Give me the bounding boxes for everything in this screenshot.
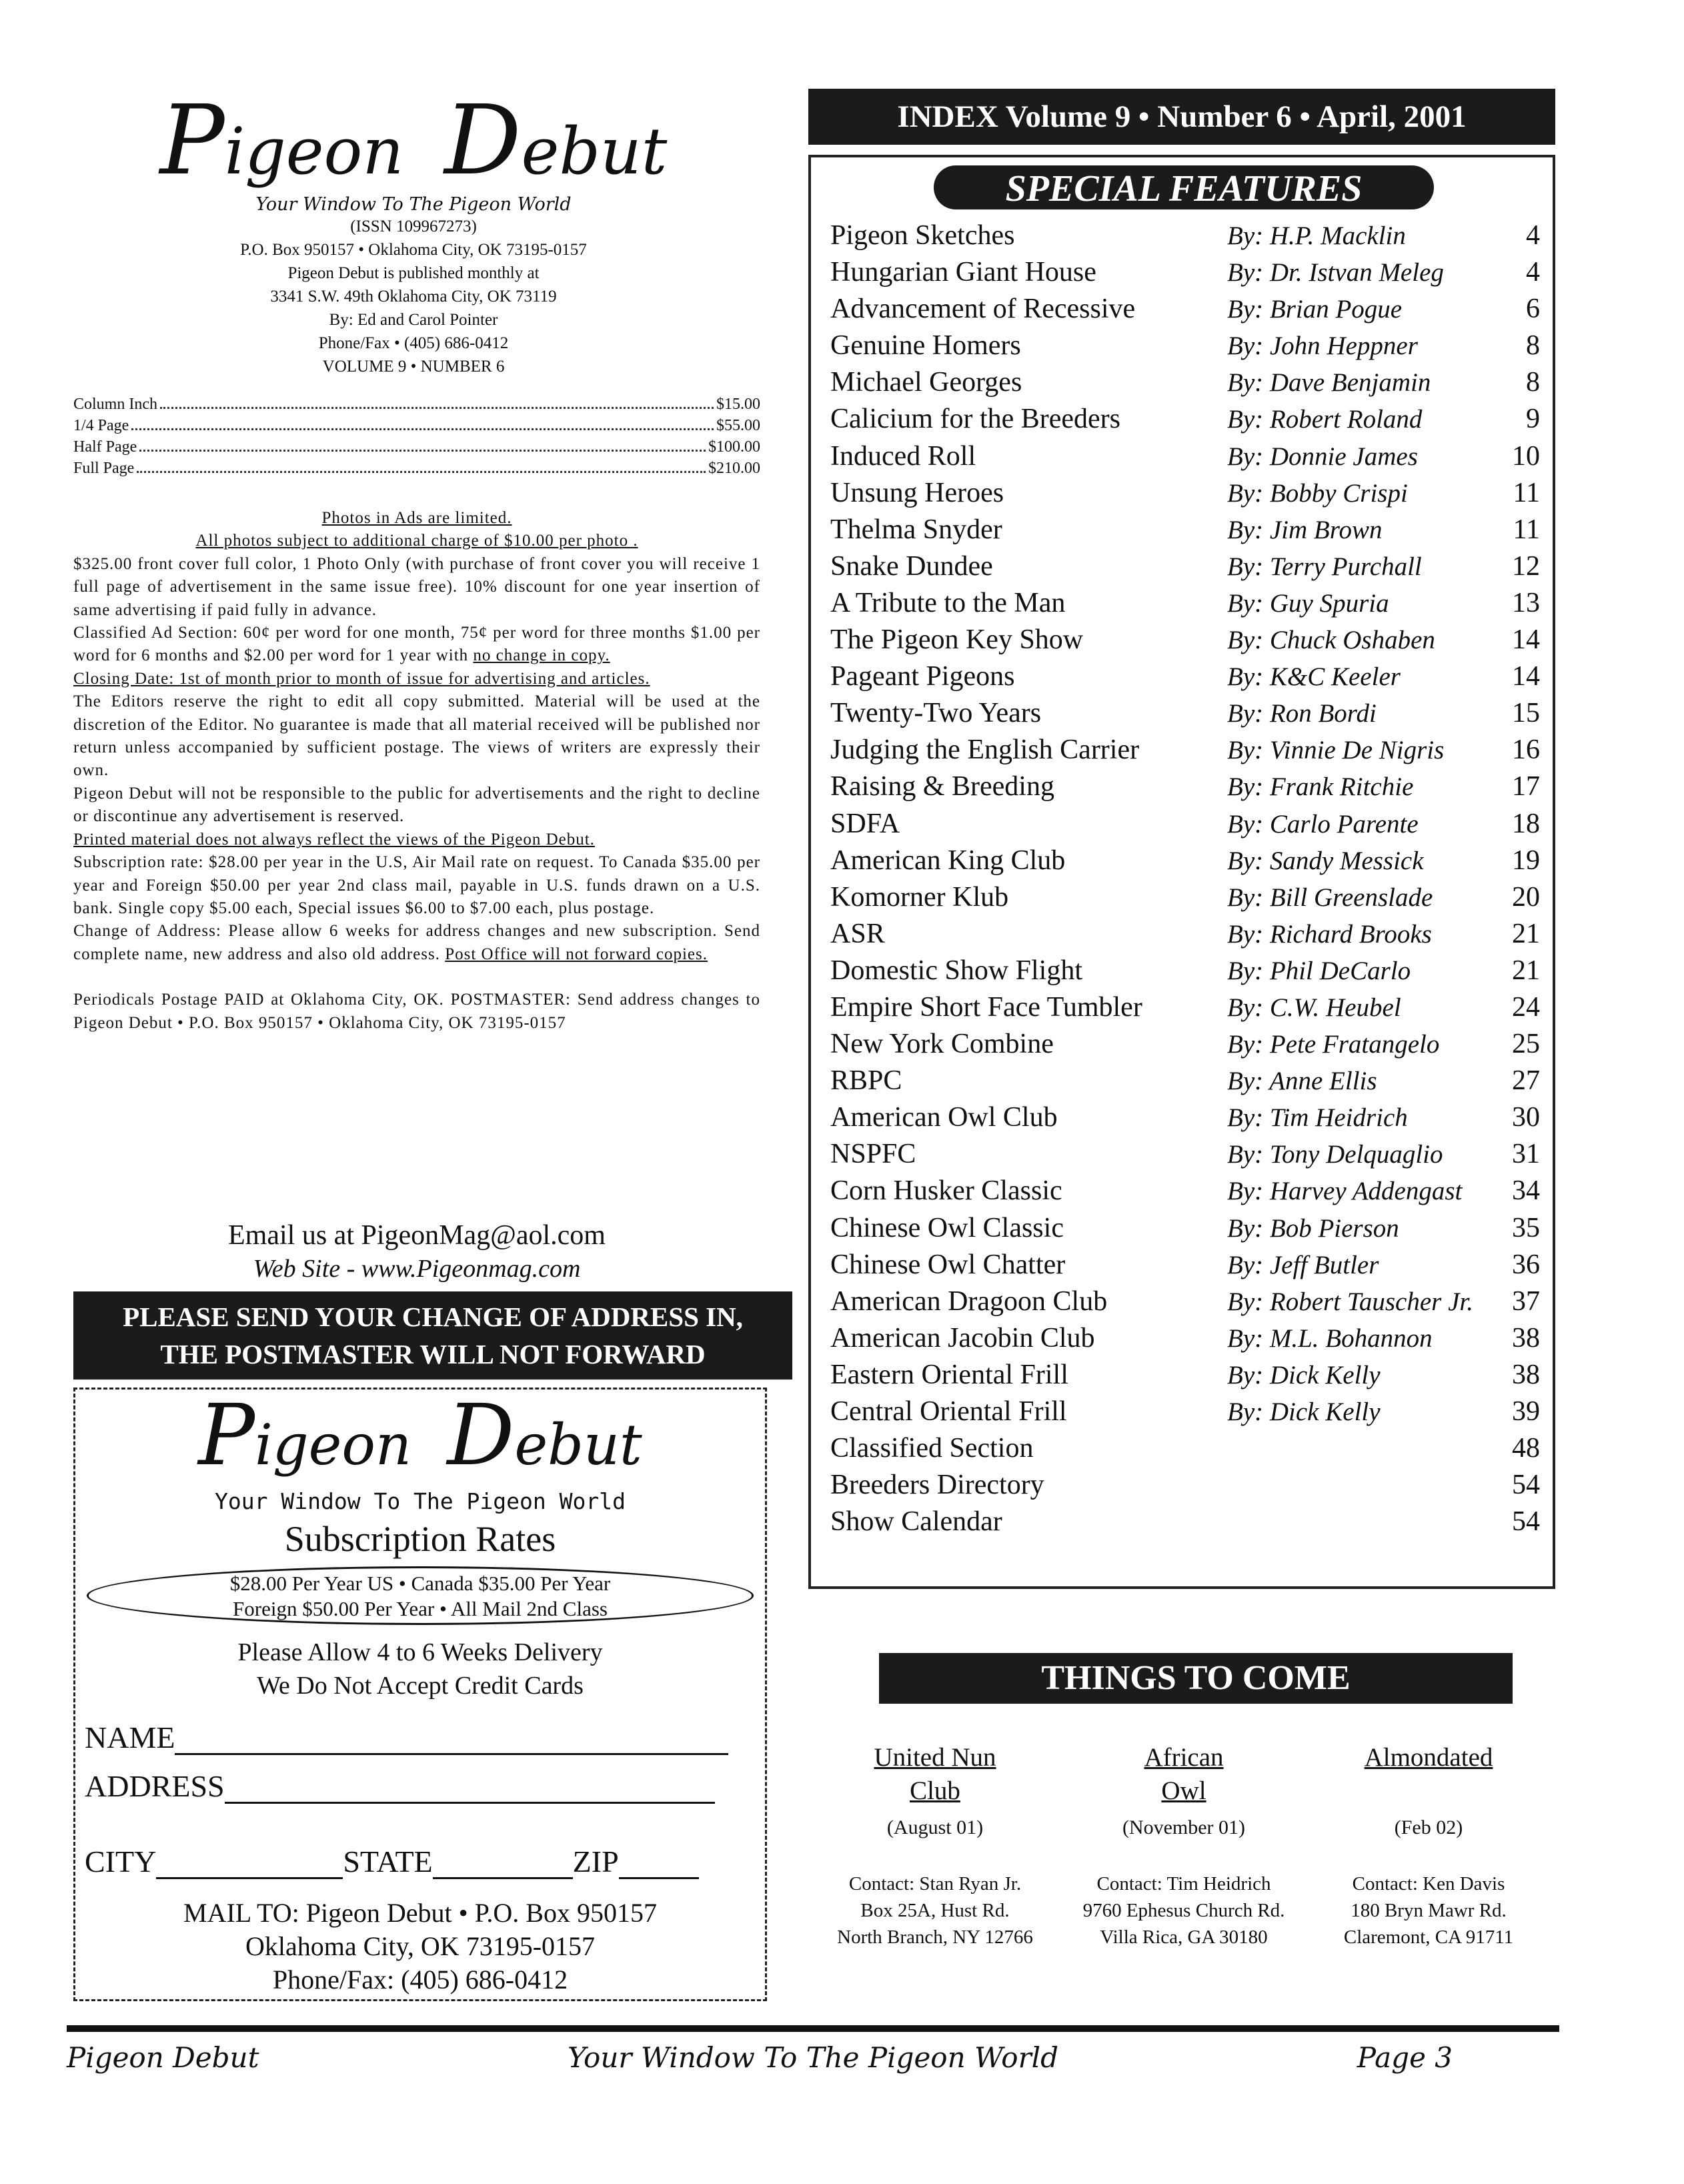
feature-author: By: Tony Delquaglio (1227, 1140, 1443, 1169)
feature-title: Michael Georges (830, 367, 1022, 398)
feature-row (830, 475, 1540, 512)
feature-page: 15 (1512, 698, 1540, 729)
feature-page: 16 (1512, 734, 1540, 766)
feature-title: Raising & Breeding (830, 771, 1054, 802)
feature-title: NSPFC (830, 1139, 916, 1170)
subscription-coupon (73, 1388, 767, 2001)
feature-row (830, 585, 1540, 622)
feature-row (830, 1026, 1540, 1063)
feature-page: 31 (1512, 1139, 1540, 1170)
feature-title: Genuine Homers (830, 330, 1021, 362)
feature-page: 4 (1526, 257, 1540, 288)
feature-row (830, 989, 1540, 1026)
feature-title: American Jacobin Club (830, 1322, 1095, 1353)
feature-page: 21 (1512, 955, 1540, 986)
address-field[interactable]: ADDRESS (85, 1768, 765, 1804)
feature-title: New York Combine (830, 1029, 1054, 1060)
feature-page: 13 (1512, 587, 1540, 618)
ad-rate-row: Full Page $210.00 (73, 460, 760, 477)
feature-title: Central Oriental Frill (830, 1396, 1067, 1427)
feature-page: 30 (1512, 1102, 1540, 1133)
feature-author: By: Harvey Addengast (1227, 1177, 1463, 1206)
feature-author: By: Dr. Istvan Meleg (1227, 258, 1444, 288)
feature-page: 48 (1512, 1433, 1540, 1464)
feature-row (830, 328, 1540, 364)
feature-row (830, 1467, 1540, 1504)
feature-title: Breeders Directory (830, 1470, 1044, 1501)
feature-row (830, 438, 1540, 475)
feature-author: By: K&C Keeler (1227, 662, 1401, 692)
feature-author: By: Dick Kelly (1227, 1398, 1381, 1426)
feature-title: American Dragoon Club (830, 1285, 1108, 1317)
feature-author: By: Terry Purchall (1227, 552, 1422, 581)
feature-author: By: M.L. Bohannon (1227, 1323, 1433, 1353)
feature-page: 20 (1512, 881, 1540, 913)
footer-rule (67, 2025, 1559, 2032)
features-list (830, 217, 1540, 1540)
event-almondated: Almondated (Feb 02) Contact: Ken Davis 180 Bryn Mawr Rd. Claremont, CA 91711 (1343, 1743, 1514, 1948)
ad-rates (73, 394, 760, 479)
responsibility: Pigeon Debut will not be responsible to the public for advertisements and the right to decline or discontinue any advertisement is reserved. (73, 784, 760, 826)
feature-row (830, 548, 1540, 585)
feature-title: Induced Roll (830, 440, 976, 472)
feature-row (830, 953, 1540, 989)
feature-row (830, 1430, 1540, 1467)
volume-number: VOLUME 9 • NUMBER 6 (322, 358, 505, 376)
feature-row (830, 1136, 1540, 1173)
things-to-come-header: THINGS TO COME (879, 1653, 1513, 1704)
feature-title: ASR (830, 918, 885, 949)
feature-author: By: Carlo Parente (1227, 809, 1419, 839)
feature-row (830, 1063, 1540, 1099)
feature-title: Eastern Oriental Frill (830, 1359, 1068, 1390)
feature-title: Chinese Owl Chatter (830, 1249, 1066, 1280)
feature-row (830, 695, 1540, 732)
feature-row (830, 512, 1540, 548)
feature-title: Pigeon Sketches (830, 220, 1015, 251)
ad-rate-row: 1/4 Page $55.00 (73, 417, 760, 434)
published-note: Pigeon Debut is published monthly at (287, 264, 540, 282)
feature-author: By: Guy Spuria (1227, 588, 1389, 618)
feature-author: By: Jim Brown (1227, 515, 1383, 544)
feature-row (830, 1394, 1540, 1430)
feature-author: By: Anne Ellis (1227, 1067, 1377, 1096)
phone: Phone/Fax • (405) 686-0412 (318, 334, 509, 352)
feature-title: Unsung Heroes (830, 477, 1004, 508)
feature-page: 18 (1512, 808, 1540, 839)
feature-title: Show Calendar (830, 1506, 1002, 1538)
feature-row (830, 291, 1540, 328)
feature-page: 38 (1512, 1359, 1540, 1390)
policy-text (73, 507, 760, 1035)
masthead (67, 84, 760, 378)
photo-charge: All photos subject to additional charge of $10.00 per photo . (195, 532, 638, 550)
contact-block (73, 1218, 760, 1285)
feature-author: By: John Heppner (1227, 332, 1418, 361)
ad-rate-row: Half Page $100.00 (73, 438, 760, 456)
feature-author: By: Ron Bordi (1227, 699, 1377, 728)
feature-row (830, 843, 1540, 879)
feature-author: By: Dick Kelly (1227, 1360, 1381, 1390)
feature-row (830, 1173, 1540, 1209)
feature-page: 25 (1512, 1029, 1540, 1060)
feature-title: Thelma Snyder (830, 514, 1002, 545)
feature-page: 14 (1512, 624, 1540, 656)
feature-page: 37 (1512, 1285, 1540, 1317)
issn: (ISSN 109967273) (350, 217, 477, 235)
index-header: INDEX Volume 9 • Number 6 • April, 2001 (808, 89, 1555, 145)
name-field[interactable]: NAME (85, 1720, 765, 1755)
feature-row (830, 217, 1540, 254)
feature-title: Pageant Pigeons (830, 661, 1015, 692)
masthead-tagline: Your Window To The Pigeon World (255, 194, 572, 215)
feature-row (830, 658, 1540, 695)
feature-author: By: Robert Roland (1227, 405, 1423, 434)
feature-title: Calicium for the Breeders (830, 404, 1121, 435)
photos-limited: Photos in Ads are limited. (321, 509, 512, 527)
feature-row (830, 1320, 1540, 1357)
subscription-rates-title: Subscription Rates (284, 1519, 556, 1559)
feature-page: 17 (1512, 771, 1540, 802)
feature-author: By: Tim Heidrich (1227, 1103, 1408, 1133)
editors-reserve: The Editors reserve the right to edit all copy submitted. Material will be used at the discretion of the Editor. No guarantee is made that all material received will be published nor return unless accompanied by sufficient postage. The views of writers are expressly their own. (73, 692, 760, 780)
feature-author: By: H.P. Macklin (1227, 221, 1406, 250)
page-number: Page 3 (1357, 2041, 1453, 2074)
rates-oval: $28.00 Per Year US • Canada $35.00 Per Year Foreign $50.00 Per Year • All Mail 2nd Class (87, 1566, 754, 1625)
feature-row (830, 254, 1540, 291)
front-cover-rate: $325.00 front cover full color, 1 Photo Only (with purchase of front cover you will receive 1 full page of advertisement in the same issue free). 10% discount for one year insertion of same advertising if paid fully in advance. (73, 554, 760, 619)
feature-page: 8 (1526, 330, 1540, 362)
feature-author: By: Robert Tauscher Jr. (1227, 1287, 1474, 1316)
feature-row (830, 916, 1540, 953)
feature-author: By: Bill Greenslade (1227, 883, 1433, 912)
feature-row (830, 1099, 1540, 1136)
feature-page: 27 (1512, 1065, 1540, 1097)
feature-author: By: C.W. Heubel (1227, 993, 1401, 1022)
feature-row (830, 1357, 1540, 1394)
feature-page: 9 (1526, 404, 1540, 435)
feature-author: By: Bobby Crispi (1227, 478, 1408, 508)
feature-page: 6 (1526, 294, 1540, 325)
feature-title: SDFA (830, 808, 900, 839)
feature-page: 36 (1512, 1249, 1540, 1280)
feature-title: Corn Husker Classic (830, 1175, 1062, 1207)
subscription-rate: Subscription rate: $28.00 per year in the U.S, Air Mail rate on request. To Canada $35.00 per year and Foreign $50.00 per year 2nd class mail, payable in U.S. funds drawn on a U.S. bank. Single copy $5.00 each, Special issues $6.00 to $7.00 each, plus postage. (73, 853, 760, 917)
feature-title: Chinese Owl Classic (830, 1212, 1064, 1243)
event-african-owl: African Owl (November 01) Contact: Tim Heidrich 9760 Ephesus Church Rd. Villa Rica, GA 30180 (1082, 1743, 1285, 1948)
feature-page: 24 (1512, 991, 1540, 1023)
feature-author: By: Brian Pogue (1227, 295, 1403, 324)
footer-tagline: Your Window To The Pigeon World (567, 2041, 1058, 2074)
feature-row (830, 1210, 1540, 1247)
feature-title: Twenty-Two Years (830, 698, 1042, 729)
periodicals-postage: Periodicals Postage PAID at Oklahoma City, OK. POSTMASTER: Send address changes to Pigeon Debut • P.O. Box 950157 • Oklahoma City, OK 73195-0157 (73, 991, 760, 1032)
delivery-note: Please Allow 4 to 6 Weeks Delivery We Do Not Accept Credit Cards (237, 1638, 603, 1700)
feature-page: 11 (1513, 514, 1540, 545)
street-address: 3341 S.W. 49th Oklahoma City, OK 73119 (270, 288, 557, 306)
editors: By: Ed and Carol Pointer (329, 311, 498, 329)
feature-author: By: Sandy Messick (1227, 846, 1424, 875)
feature-author: By: Pete Fratangelo (1227, 1030, 1440, 1059)
feature-row (830, 806, 1540, 843)
event-united-nun-club: United Nun Club (August 01) Contact: Stan Ryan Jr. Box 25A, Hust Rd. North Branch, NY 12766 (837, 1743, 1033, 1948)
feature-author: By: Frank Ritchie (1227, 772, 1414, 802)
feature-page: 35 (1512, 1212, 1540, 1243)
feature-page: 14 (1512, 661, 1540, 692)
po-box: P.O. Box 950157 • Oklahoma City, OK 73195-0157 (240, 241, 587, 259)
feature-page: 54 (1512, 1470, 1540, 1501)
feature-title: Komorner Klub (830, 881, 1009, 913)
feature-row (830, 768, 1540, 805)
email-address: Email us at PigeonMag@aol.com (228, 1220, 606, 1251)
feature-title: Advancement of Recessive (830, 294, 1136, 325)
feature-author: By: Jeff Butler (1227, 1250, 1379, 1279)
feature-title: Judging the English Carrier (830, 734, 1140, 766)
ad-rate-row: Column Inch $15.00 (73, 396, 760, 413)
feature-title: Hungarian Giant House (830, 257, 1096, 288)
classified-rate: Classified Ad Section: 60¢ per word for one month, 75¢ per word for three months $1.00 per word for 6 months and $2.00 per word for 1 year with no change in copy. (73, 624, 760, 665)
feature-page: 8 (1526, 367, 1540, 398)
feature-author: By: Chuck Oshaben (1227, 626, 1435, 655)
coupon-logo: Pigeon Debut (198, 1386, 642, 1484)
feature-page: 34 (1512, 1175, 1540, 1207)
feature-row (830, 1247, 1540, 1283)
feature-row (830, 622, 1540, 658)
feature-author: By: Vinnie De Nigris (1227, 736, 1445, 765)
website: Web Site - www.Pigeonmag.com (253, 1255, 581, 1283)
page-footer (67, 2041, 1559, 2081)
feature-page: 4 (1526, 220, 1540, 251)
feature-author: By: Bob Pierson (1227, 1213, 1399, 1243)
feature-author: By: Phil DeCarlo (1227, 956, 1411, 985)
feature-row (830, 364, 1540, 401)
closing-date: Closing Date: 1st of month prior to month of issue for advertising and articles. (73, 669, 650, 688)
feature-title: Snake Dundee (830, 550, 993, 582)
feature-title: A Tribute to the Man (830, 587, 1066, 618)
feature-page: 39 (1512, 1396, 1540, 1427)
feature-title: RBPC (830, 1065, 902, 1097)
footer-publication: Pigeon Debut (67, 2041, 259, 2074)
feature-page: 10 (1512, 440, 1540, 472)
feature-title: Empire Short Face Tumbler (830, 991, 1142, 1023)
feature-author: By: Dave Benjamin (1227, 368, 1431, 398)
feature-row (830, 732, 1540, 768)
feature-page: 54 (1512, 1506, 1540, 1538)
feature-title: American King Club (830, 845, 1066, 876)
change-of-address: Change of Address: Please allow 6 weeks for address changes and new subscription. Send complete name, new address and also old address. Post Office will not forward copies. (73, 922, 760, 963)
feature-page: 21 (1512, 918, 1540, 949)
printed-material: Printed material does not always reflect the views of the Pigeon Debut. (73, 830, 595, 849)
feature-title: American Owl Club (830, 1102, 1058, 1133)
feature-title: Domestic Show Flight (830, 955, 1083, 986)
feature-author: By: Richard Brooks (1227, 919, 1432, 949)
special-features-banner: SPECIAL FEATURES (934, 165, 1434, 209)
mail-to: MAIL TO: Pigeon Debut • P.O. Box 950157 Oklahoma City, OK 73195-0157 Phone/Fax: (405) 686-0412 (183, 1898, 657, 1995)
feature-title: The Pigeon Key Show (830, 624, 1084, 656)
feature-title: Classified Section (830, 1433, 1034, 1464)
city-state-zip-field[interactable]: CITY STATE ZIP (85, 1844, 765, 1879)
feature-row (830, 879, 1540, 916)
feature-author: By: Donnie James (1227, 442, 1418, 471)
feature-row (830, 401, 1540, 438)
feature-page: 12 (1512, 550, 1540, 582)
feature-page: 38 (1512, 1322, 1540, 1353)
coupon-tagline: Your Window To The Pigeon World (215, 1488, 626, 1514)
feature-row (830, 1504, 1540, 1540)
feature-row (830, 1283, 1540, 1320)
feature-page: 11 (1513, 477, 1540, 508)
feature-page: 19 (1512, 845, 1540, 876)
address-notice: PLEASE SEND YOUR CHANGE OF ADDRESS IN, THE POSTMASTER WILL NOT FORWARD (73, 1291, 792, 1380)
pigeon-debut-logo: Pigeon Debut (159, 84, 668, 196)
